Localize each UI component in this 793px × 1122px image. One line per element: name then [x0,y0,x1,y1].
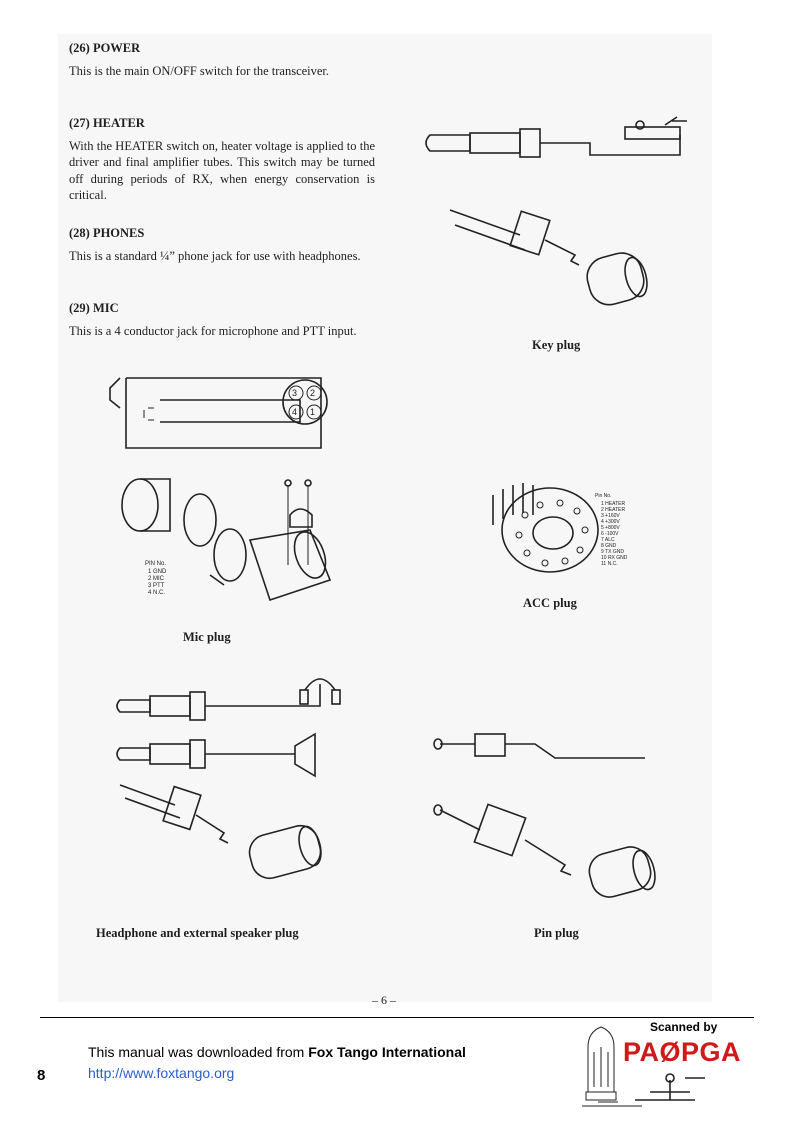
acc-pin-row: 6 -100V [601,531,619,537]
acc-pin-row: 1 HEATER [601,501,626,507]
tube-logo-icon [578,1022,624,1110]
acc-pin-title: Pin No. [595,493,612,499]
mic-pin-row: 1 GND [148,569,167,575]
section-body: This is a standard ¼” phone jack for use with headphones. [69,248,361,263]
key-plug-illustration [410,115,710,315]
acc-plug-caption: ACC plug [523,596,577,610]
acc-pin-row: 5 +800V [601,525,620,531]
mic-plug-caption: Mic plug [183,630,231,644]
key-plug-caption: Key plug [532,338,581,352]
mic-pin-number: 2 [310,388,316,398]
section-power [69,40,375,79]
acc-pin-row: 4 +300V [601,519,620,525]
scanner-callsign: PAØPGA [623,1037,742,1067]
footer-link[interactable]: http://www.foxtango.org [88,1065,235,1081]
section-heading: (28) PHONES [69,226,145,240]
scanned-by-label: Scanned by [650,1020,718,1034]
headphone-plug-illustration [110,670,350,880]
section-heading: (29) MIC [69,301,119,315]
mic-pin-row: 2 MIC [148,576,165,582]
acc-pin-row: 11 N.C. [601,561,618,567]
acc-pin-row: 3 +160V [601,513,620,519]
footer-text-bold: Fox Tango International [308,1044,466,1060]
mic-pin-row: 4 N.C. [148,590,166,596]
mic-pin-number: 1 [310,407,316,417]
footer-text-prefix: This manual was downloaded from [88,1044,309,1060]
acc-pin-row: 10 RX GND [601,555,628,561]
footer-page-number: 8 [37,1067,46,1084]
mic-pin-number: 4 [292,407,298,417]
acc-pin-row: 7 ALC [601,537,615,543]
pin-plug-caption: Pin plug [534,926,579,940]
acc-pin-row: 8 GND [601,543,617,549]
footer-text [88,1044,466,1060]
footer-divider [40,1017,754,1018]
mic-pin-title: PIN No. [145,561,167,567]
section-body: With the HEATER switch on, heater voltage is applied to the driver and final amplifier tubes. This switch may be turned off during periods of RX, when energy conservation is critical. [69,138,375,202]
acc-plug-illustration [485,475,655,585]
mic-plug-illustration [110,475,350,625]
section-heading: (27) HEATER [69,116,145,130]
pin-plug-illustration [430,730,670,910]
acc-pin-row: 2 HEATER [601,507,626,513]
section-phones [69,225,375,264]
mic-pin-number: 3 [292,388,298,398]
section-body: This is the main ON/OFF switch for the transceiver. [69,63,330,78]
section-mic [69,300,375,339]
acc-pin-row: 9 TX GND [601,549,624,555]
morse-key-icon [630,1070,710,1110]
headphone-plug-caption: Headphone and external speaker plug [96,926,299,940]
page-number: – 6 – [372,993,396,1007]
section-body: This is a 4 conductor jack for microphone and PTT input. [69,323,357,338]
mic-pin-row: 3 PTT [148,583,165,589]
section-heading: (26) POWER [69,41,141,55]
section-heater [69,115,375,204]
mic-jack-schematic [100,370,340,455]
